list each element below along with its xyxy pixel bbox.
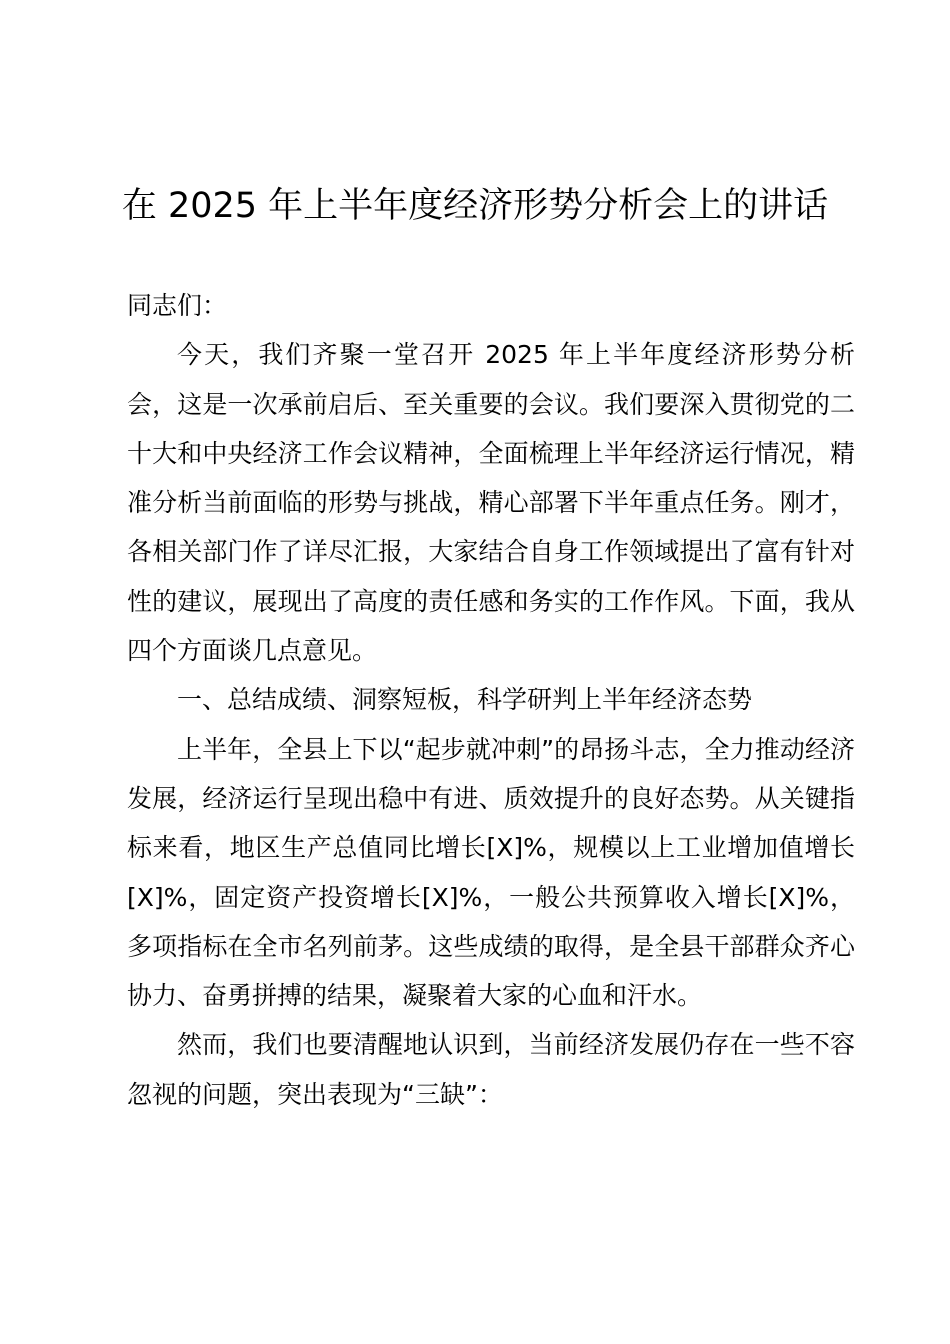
document-body (127, 281, 855, 1119)
opening-paragraph: 今天，我们齐聚一堂召开 2025 年上半年度经济形势分析会，这是一次承前启后、至关重要的会议。我们要深入贯彻党的二十大和中央经济工作会议精神，全面梳理上半年经济运行情况，精准分析当前面临的形势与挑战，精心部署下半年重点任务。刚才，各相关部门作了详尽汇报，大家结合自身工作领域提出了富有针对性的建议，展现出了高度的责任感和务实的工作作风。下面，我从四个方面谈几点意见。 (127, 340, 855, 666)
section-paragraph: 然而，我们也要清醒地认识到，当前经济发展仍存在一些不容忽视的问题，突出表现为“三缺”： (127, 1030, 855, 1109)
section-paragraph: 上半年，全县上下以“起步就冲刺”的昂扬斗志，全力推动经济发展，经济运行呈现出稳中有进、质效提升的良好态势。从关键指标来看，地区生产总值同比增长[X]%，规模以上工业增加值增长[X]%，固定资产投资增长[X]%，一般公共预算收入增长[X]%，多项指标在全市名列前茅。这些成绩的取得，是全县干部群众齐心协力、奋勇拼搏的结果，凝聚着大家的心血和汗水。 (127, 734, 855, 1011)
section-heading: 一、总结成绩、洞察短板，科学研判上半年经济态势 (177, 685, 753, 715)
salutation: 同志们： (127, 291, 228, 320)
document-title: 在 2025 年上半年度经济形势分析会上的讲话 (121, 186, 829, 226)
